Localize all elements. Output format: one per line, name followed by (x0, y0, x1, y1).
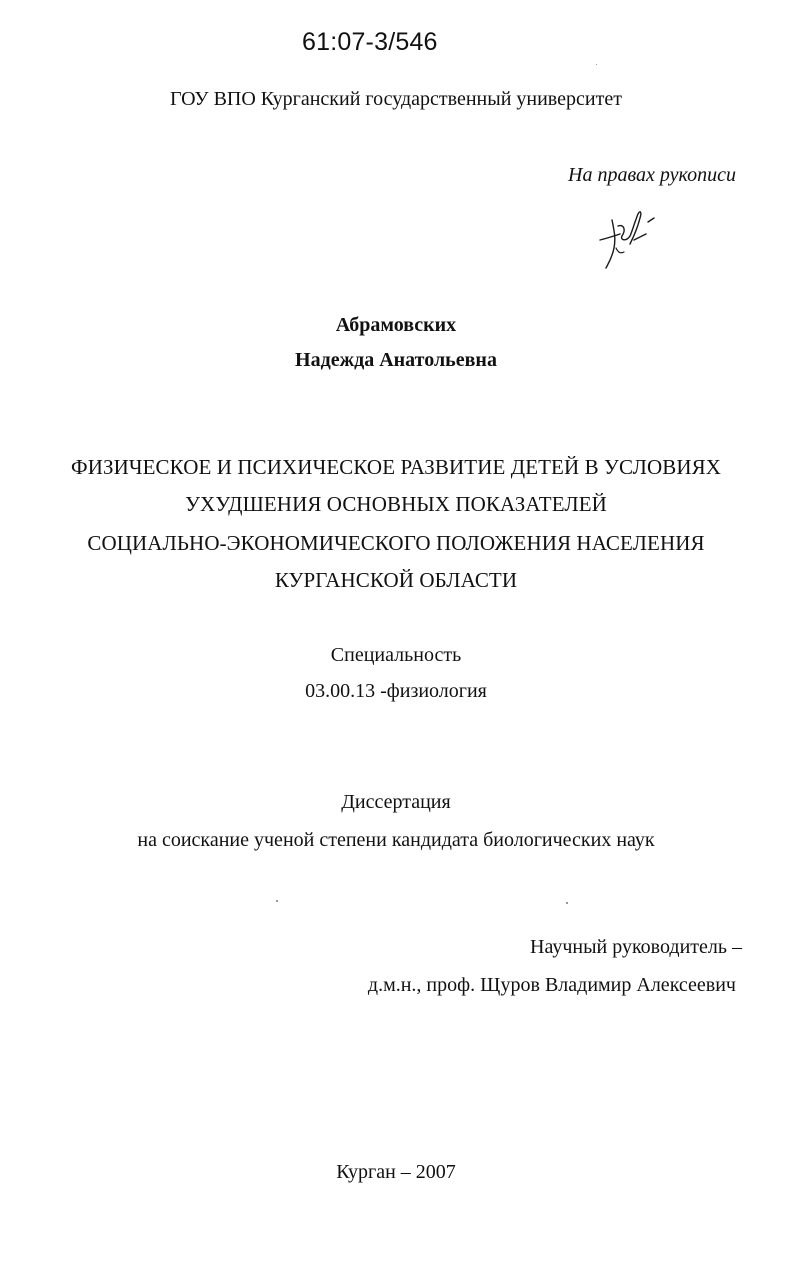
manuscript-note: На правах рукописи (568, 164, 736, 186)
scan-speck (566, 902, 568, 904)
scan-speck (596, 64, 597, 65)
title-line: СОЦИАЛЬНО-ЭКОНОМИЧЕСКОГО ПОЛОЖЕНИЯ НАСЕЛЕНИЯ (87, 531, 705, 555)
author-surname: Абрамовских (335, 314, 457, 336)
signature-image (590, 200, 670, 272)
scan-speck (276, 900, 278, 902)
title-line: КУРГАНСКОЙ ОБЛАСТИ (274, 568, 518, 592)
title-line: ФИЗИЧЕСКОЕ И ПСИХИЧЕСКОЕ РАЗВИТИЕ ДЕТЕЙ В УСЛОВИЯХ (71, 455, 721, 479)
city-year: Курган – 2007 (336, 1161, 456, 1183)
author-given-names: Надежда Анатольевна (295, 349, 497, 371)
degree-statement: на соискание ученой степени кандидата биологических наук (137, 829, 655, 851)
supervisor-label: Научный руководитель – (530, 936, 742, 958)
supervisor-name: д.м.н., проф. Щуров Владимир Алексеевич (367, 974, 736, 996)
specialty-code: 03.00.13 -физиология (305, 680, 487, 702)
title-line: УХУДШЕНИЯ ОСНОВНЫХ ПОКАЗАТЕЛЕЙ (185, 492, 607, 516)
university-name: ГОУ ВПО Курганский государственный университет (170, 88, 622, 110)
document-type: Диссертация (341, 791, 451, 813)
specialty-label: Специальность (330, 644, 462, 666)
archive-code: 61:07-3/546 (302, 28, 438, 56)
